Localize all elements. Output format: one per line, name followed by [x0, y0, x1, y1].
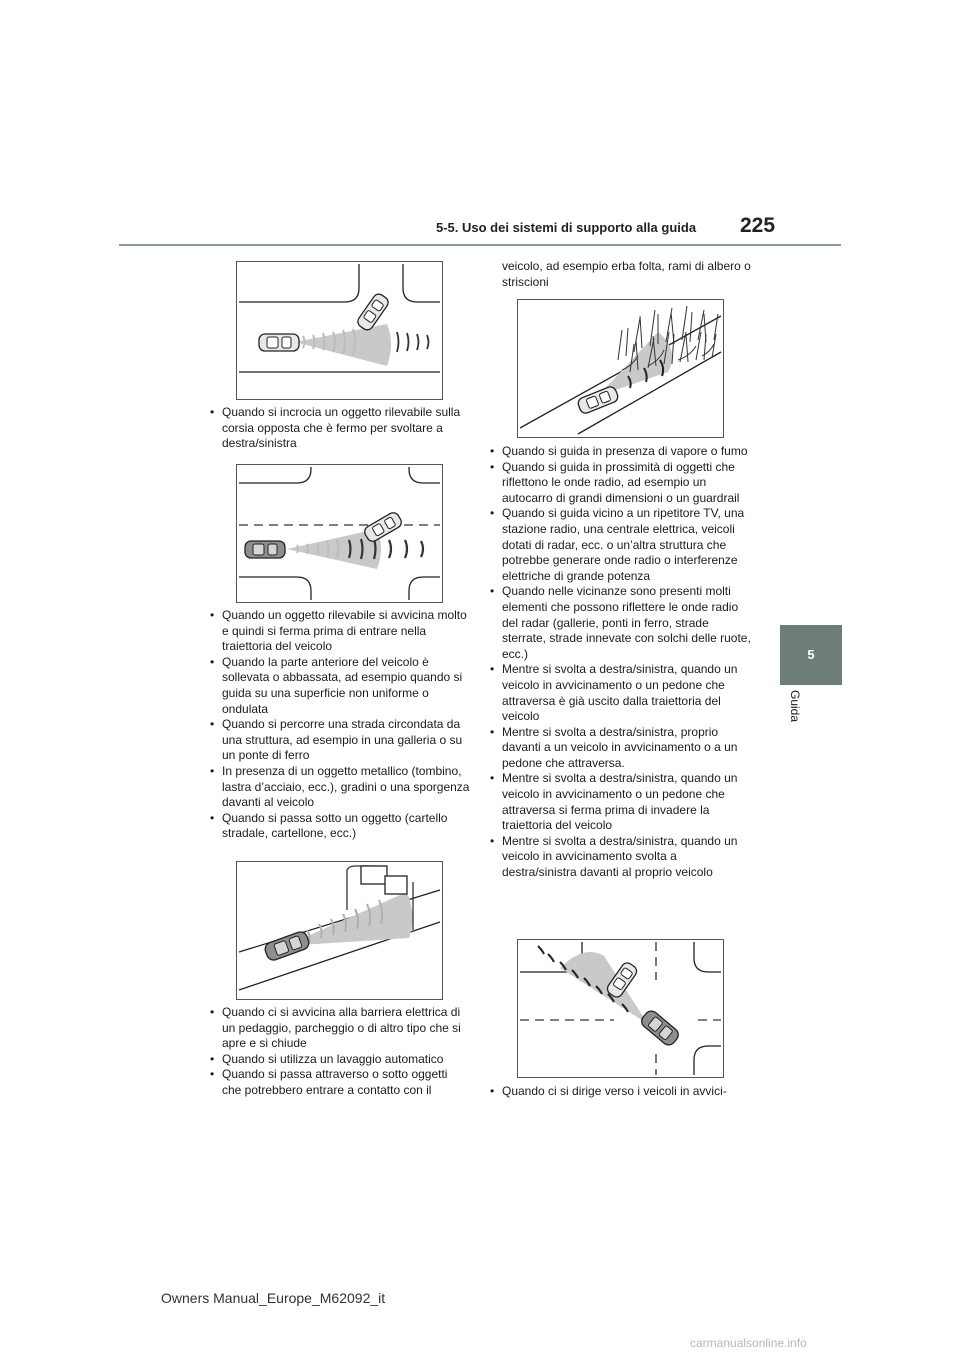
continuation-text: veicolo, ad esempio erba folta, rami di albero o striscioni: [502, 259, 751, 289]
chapter-label-container: [786, 690, 806, 734]
bullet-list-d: [488, 444, 754, 881]
illustration-approaching-object-stops: [236, 464, 443, 603]
list-item: • Quando ci si avvicina alla barriera elettrica di un pedaggio, parcheggio o di altro tipo che si apre e si chiude: [208, 1005, 470, 1052]
list-item: • Quando si incrocia un oggetto rilevabile sulla corsia opposta che è fermo per svoltare a destra/sinistra: [208, 405, 470, 452]
list-item: • Mentre si svolta a destra/sinistra, quando un veicolo in avvicinamento o un pedone che attraversa si ferma prima di invadere la traiettoria del veicolo: [488, 771, 754, 833]
list-item: • Quando si guida in prossimità di oggetti che riflettono le onde radio, ad esempio un autocarro di grandi dimensioni o un guardrail: [488, 460, 754, 507]
list-item: • Mentre si svolta a destra/sinistra, proprio davanti a un veicolo in avvicinamento o a un pedone che attraversa.: [488, 725, 754, 772]
list-item: • Mentre si svolta a destra/sinistra, quando un veicolo in avvicinamento o un pedone che attraversa è già uscito dalla traiettoria del veicolo: [488, 662, 754, 724]
list-item: • Quando si percorre una strada circondata da una struttura, ad esempio in una galleria o su un ponte di ferro: [208, 717, 470, 764]
bullet-list-c: [208, 1005, 470, 1099]
header-divider: [119, 244, 841, 246]
list-item: • Quando si guida in presenza di vapore o fumo: [488, 444, 754, 460]
illustration-passing-under-sign: [236, 861, 443, 1000]
list-item: • Mentre si svolta a destra/sinistra, quando un veicolo in avvicinamento svolta a destra/sinistra davanti al proprio veicolo: [488, 834, 754, 881]
list-item: • Quando si passa sotto un oggetto (cartello stradale, cartellone, ecc.): [208, 811, 470, 842]
list-item: • Quando un oggetto rilevabile si avvicina molto e quindi si ferma prima di entrare nella traiettoria del veicolo: [208, 608, 470, 655]
bullet-list-a: [208, 405, 470, 452]
list-item: • In presenza di un oggetto metallico (tombino, lastra d’acciaio, ecc.), gradini o una sporgenza davanti al veicolo: [208, 764, 470, 811]
list-item: • Quando ci si dirige verso i veicoli in avvici-: [488, 1084, 754, 1100]
bullet-list-e: [488, 1084, 754, 1100]
watermark: carmanualsonline.info: [690, 1336, 807, 1350]
chapter-tab: 5: [780, 625, 842, 685]
list-item: • Quando nelle vicinanze sono presenti molti elementi che possono riflettere le onde radio del radar (gallerie, ponti in ferro, strade sterrate, strade innevate con solchi delle ruote, ecc.): [488, 584, 754, 662]
bullet-list-b: [208, 608, 470, 842]
list-item: • Quando la parte anteriore del veicolo è sollevata o abbassata, ad esempio quando si guida su una superficie non uniforme o ondulata: [208, 655, 470, 717]
illustration-opposite-lane-turning-car: [236, 261, 443, 400]
illustration-tall-grass: [517, 299, 724, 438]
footer-manual-id: Owners Manual_Europe_M62092_it: [161, 1290, 386, 1306]
list-item: • Quando si passa attraverso o sotto oggetti che potrebbero entrare a contatto con il: [208, 1067, 470, 1098]
chapter-label: Guida: [788, 690, 802, 723]
page-number: 225: [740, 214, 776, 237]
list-item: • Quando si guida vicino a un ripetitore TV, una stazione radio, una centrale elettrica, veicoli dotati di radar, ecc. o un’altra struttura che potrebbe generare onde radio o interferenze elettriche di grande potenza: [488, 506, 754, 584]
list-item: • Quando si utilizza un lavaggio automatico: [208, 1052, 470, 1068]
section-title: 5-5. Uso dei sistemi di supporto alla guida: [436, 220, 697, 235]
illustration-oncoming-vehicle-turning: [517, 939, 724, 1078]
